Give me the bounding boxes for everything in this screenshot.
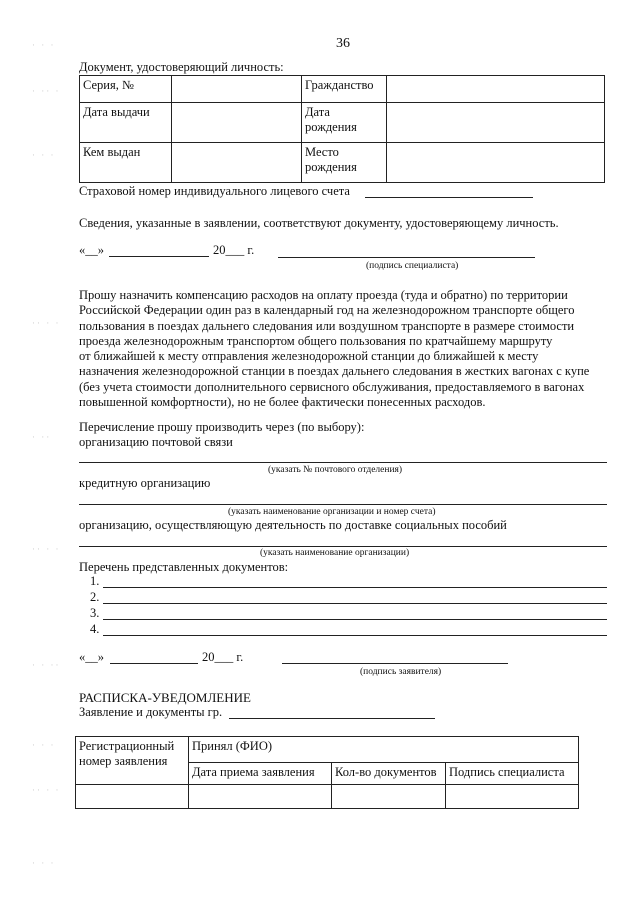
birth-place-label: Место	[305, 145, 339, 159]
payment-option-bank: кредитную организацию	[79, 476, 211, 490]
id-document-table	[79, 75, 605, 183]
citizenship-label: Гражданство	[305, 78, 374, 92]
scan-mark: · ·· ·	[32, 86, 61, 96]
post-office-caption: (указать № почтового отделения)	[268, 465, 403, 475]
applicant-signature-field[interactable]	[282, 663, 508, 664]
snils-field[interactable]	[365, 197, 533, 198]
request-line: пользования в поездах дальнего следования или воздушном транспорте в размере стоимости	[79, 318, 575, 333]
reg-number-header	[76, 737, 189, 785]
doc-count-header	[332, 763, 446, 785]
accepted-by-header	[189, 737, 579, 763]
date-year: 20___ г.	[213, 243, 255, 257]
applicant-signature-caption: (подпись заявителя)	[360, 667, 442, 677]
request-paragraph	[79, 288, 610, 410]
scan-mark: · ··	[32, 432, 52, 442]
document-item-field[interactable]	[103, 635, 607, 636]
specialist-sig-cell[interactable]	[446, 785, 579, 809]
request-line: (без учета стоимости дополнительного сервисного обслуживания, предоставляемого в вагонах	[79, 379, 585, 394]
page-number: 36	[336, 36, 350, 51]
document-item-number: 4.	[90, 622, 100, 636]
reg-number-cell[interactable]	[76, 785, 189, 809]
request-line: от ближайшей к месту отправления железнодорожной станции до ближайшей к месту	[79, 349, 539, 364]
birth-place-value-cell[interactable]	[387, 143, 605, 183]
doc-count-cell[interactable]	[332, 785, 446, 809]
post-office-field[interactable]	[79, 462, 607, 463]
reg-number-label: Регистрационный	[79, 739, 175, 753]
birth-place-label-2: рождения	[305, 160, 357, 174]
issue-date-label: Дата выдачи	[83, 105, 150, 119]
request-line: Прошу назначить компенсацию расходов на оплату проезда (туда и обратно) по территории	[79, 288, 568, 302]
specialist-signature-field[interactable]	[278, 257, 535, 258]
specialist-sig-header	[446, 763, 579, 785]
id-document-title: Документ, удостоверяющий личность:	[79, 60, 284, 74]
date-month-field[interactable]	[109, 256, 209, 257]
request-line: назначения железнодорожной станции в поездах дальнего следования в жестких вагонах с купе	[79, 364, 590, 379]
issue-date-value-cell[interactable]	[172, 103, 302, 143]
scan-mark: ·· · ·	[32, 785, 61, 795]
request-line: повышенной комфортности), но не более фактически понесенных расходов.	[79, 395, 486, 410]
series-value-cell[interactable]	[172, 76, 302, 103]
reg-number-label-2: номер заявления	[79, 754, 168, 768]
birth-date-value-cell[interactable]	[387, 103, 605, 143]
scan-mark: ·· · ·	[32, 318, 61, 328]
receipt-from-label: Заявление и документы гр.	[79, 705, 223, 719]
scan-mark: · · ·	[32, 740, 56, 750]
doc-count-label: Кол-во документов	[335, 765, 437, 779]
bank-caption: (указать наименование организации и номер счета)	[228, 507, 436, 517]
document-item-number: 2.	[90, 590, 100, 604]
applicant-date-month-field[interactable]	[110, 663, 198, 664]
documents-title: Перечень представленных документов:	[79, 560, 289, 574]
specialist-signature-caption: (подпись специалиста)	[366, 261, 459, 271]
scan-mark: · · ·	[32, 858, 56, 868]
series-label: Серия, №	[83, 78, 134, 92]
bank-field[interactable]	[79, 504, 607, 505]
payment-option-post: организацию почтовой связи	[79, 435, 233, 449]
verify-text: Сведения, указанные в заявлении, соответствуют документу, удостоверяющему личность.	[79, 216, 559, 230]
delivery-org-caption: (указать наименование организации)	[260, 548, 410, 558]
date-accepted-header	[189, 763, 332, 785]
issued-by-value-cell[interactable]	[172, 143, 302, 183]
birth-date-label: Дата	[305, 105, 330, 119]
scan-mark: ·· · ·	[32, 544, 61, 554]
date-accepted-cell[interactable]	[189, 785, 332, 809]
scan-mark: · · ·	[32, 40, 56, 50]
issued-by-label: Кем выдан	[83, 145, 141, 159]
date-accepted-label: Дата приема заявления	[192, 765, 315, 779]
scan-mark: · · ·	[32, 150, 56, 160]
document-item-number: 1.	[90, 574, 100, 588]
document-item-field[interactable]	[103, 619, 607, 620]
series-label-cell	[80, 76, 172, 103]
receipt-table	[75, 736, 579, 809]
snils-label: Страховой номер индивидуального лицевого счета	[79, 184, 350, 198]
birth-date-label-cell	[302, 103, 387, 143]
birth-place-label-cell	[302, 143, 387, 183]
issue-date-label-cell	[80, 103, 172, 143]
scan-mark: · · ··	[32, 660, 61, 670]
citizenship-value-cell[interactable]	[387, 76, 605, 103]
applicant-date-day: «__»	[79, 650, 104, 664]
date-day: «__»	[79, 243, 104, 257]
request-line: проезда железнодорожным транспортом общего пользования по кратчайшему маршруту	[79, 333, 553, 348]
receipt-from-field[interactable]	[229, 718, 435, 719]
accepted-by-label: Принял (ФИО)	[192, 739, 273, 753]
applicant-date-year: 20___ г.	[202, 650, 244, 664]
document-item-field[interactable]	[103, 603, 607, 604]
delivery-org-field[interactable]	[79, 546, 607, 547]
issued-by-label-cell	[80, 143, 172, 183]
document-item-number: 3.	[90, 606, 100, 620]
request-line: Российской Федерации один раз в календарный год на железнодорожном транспорте общего	[79, 303, 575, 318]
document-item-field[interactable]	[103, 587, 607, 588]
payment-option-delivery: организацию, осуществляющую деятельность по доставке социальных пособий	[79, 518, 507, 532]
receipt-title: РАСПИСКА-УВЕДОМЛЕНИЕ	[79, 690, 251, 705]
specialist-sig-label: Подпись специалиста	[449, 765, 565, 779]
birth-date-label-2: рождения	[305, 120, 357, 134]
payment-title: Перечисление прошу производить через (по выбору):	[79, 420, 365, 434]
citizenship-label-cell	[302, 76, 387, 103]
